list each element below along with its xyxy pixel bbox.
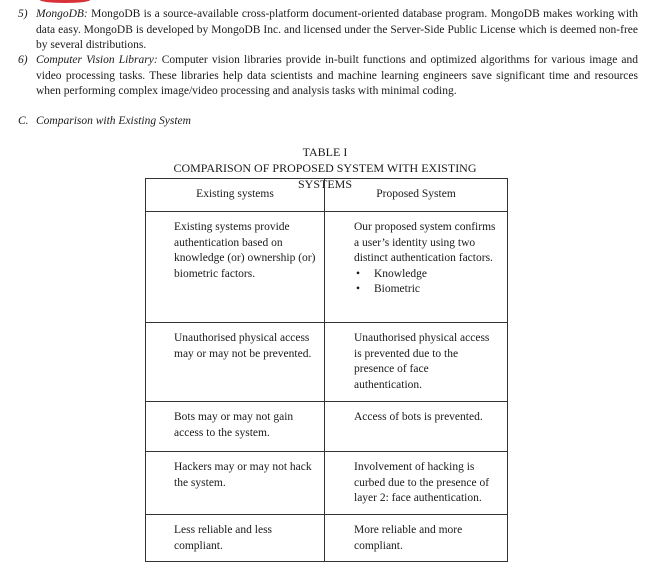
cell-existing <box>146 515 325 562</box>
cell-proposed <box>325 212 508 323</box>
table-number: TABLE I <box>302 145 348 159</box>
list-item-computer-vision-library <box>18 53 638 100</box>
cell-text: More reliable and more compliant. <box>354 524 463 552</box>
cell-text: Bots may or may not gain access to the system. <box>174 411 294 439</box>
cell-text: Our proposed system confirms a user’s identity using two distinct authentication factors. <box>354 221 496 264</box>
table-row <box>146 452 508 515</box>
subsection-letter: C. <box>18 115 29 127</box>
item-term: Computer Vision Library: <box>36 54 158 66</box>
comparison-table <box>145 178 508 562</box>
table-header-row <box>146 179 508 212</box>
cell-proposed <box>325 515 508 562</box>
cell-text: Less reliable and less compliant. <box>174 524 273 552</box>
cell-text: Hackers may or may not hack the system. <box>174 461 312 489</box>
item-body <box>36 7 638 54</box>
item-number: 5) <box>18 8 28 20</box>
factor-item-knowledge: • Knowledge <box>374 267 497 283</box>
cell-text: Involvement of hacking is curbed due to the presence of layer 2: face authentication. <box>354 461 490 504</box>
header-existing-systems: Existing systems <box>146 179 325 212</box>
table-row <box>146 515 508 562</box>
cell-proposed <box>325 452 508 515</box>
cell-existing <box>146 402 325 452</box>
item-term: MongoDB: <box>36 8 88 20</box>
factor-item-biometric: • Biometric <box>374 282 497 298</box>
table-row <box>146 212 508 323</box>
item-text: MongoDB is a source-available cross-platform document-oriented database program. MongoDB makes working with data easy. MongoDB is developed by MongoDB Inc. and licensed under the Server-Side Public License which is deemed non-free by several distributions. <box>36 8 638 51</box>
cell-existing <box>146 323 325 402</box>
subsection-title: Comparison with Existing System <box>36 115 191 127</box>
cell-text: Unauthorised physical access is prevented due to the presence of face authentication. <box>354 332 490 391</box>
item-body <box>36 53 638 100</box>
header-proposed-system: Proposed System <box>325 179 508 212</box>
cell-proposed <box>325 323 508 402</box>
item-text: Computer vision libraries provide in-built functions and optimized algorithms for various image and video processing tasks. These libraries help data scientists and machine learning engineers save significant time and resources when performing complex image/video processing and analysis tasks with minimal coding. <box>36 54 638 97</box>
cell-existing <box>146 452 325 515</box>
table-row <box>146 323 508 402</box>
cell-existing <box>146 212 325 323</box>
cell-proposed <box>325 402 508 452</box>
table-row <box>146 402 508 452</box>
cell-text: Unauthorised physical access may or may not be prevented. <box>174 332 312 360</box>
factor-list <box>354 267 497 298</box>
cell-text: Access of bots is prevented. <box>354 411 483 423</box>
table-caption: COMPARISON OF PROPOSED SYSTEM WITH EXISTING SYSTEMS <box>173 161 477 191</box>
list-item-mongodb <box>18 7 638 54</box>
subsection-heading <box>18 114 191 130</box>
cell-text: Existing systems provide authentication based on knowledge (or) ownership (or) biometric factors. <box>174 221 316 280</box>
item-number: 6) <box>18 54 28 66</box>
red-corner-mark <box>40 0 90 3</box>
